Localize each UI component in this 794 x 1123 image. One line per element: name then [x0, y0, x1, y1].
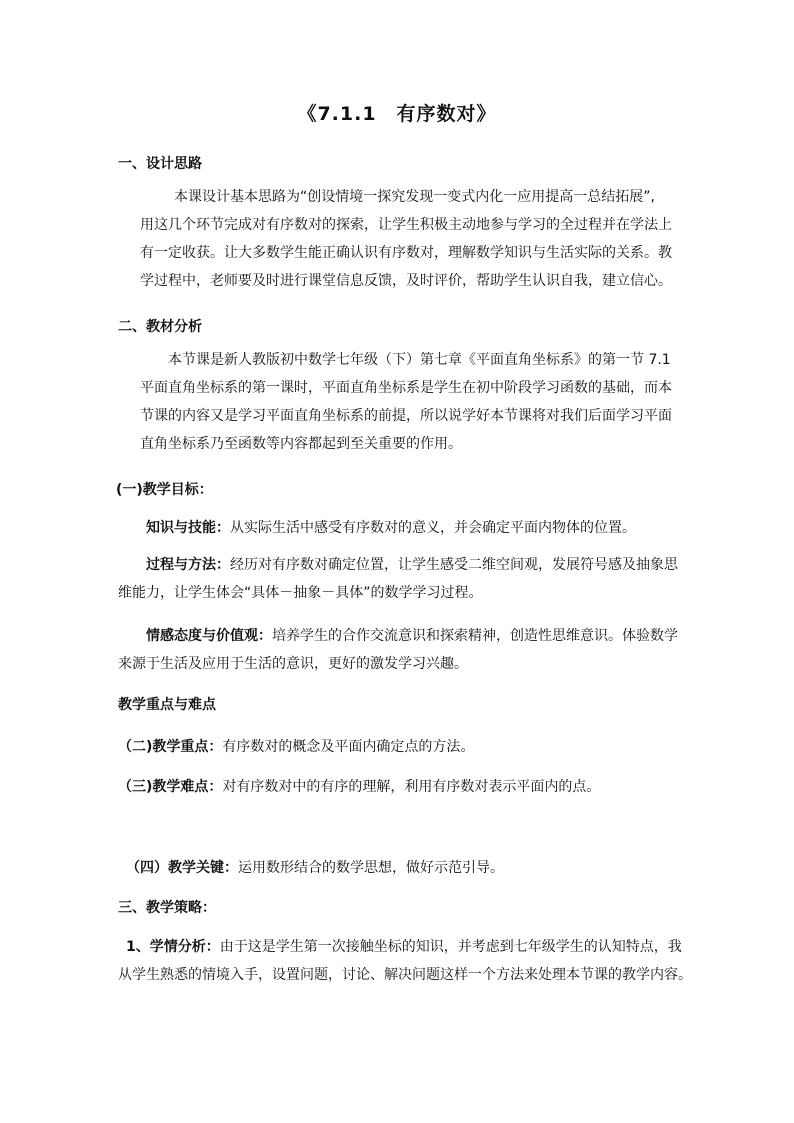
paragraph-line: 用这几个环节完成对有序数对的探索，让学生积极主动地参与学习的全过程并在学法上	[140, 217, 672, 233]
strategy-text: 由于这是学生第一次接触坐标的知识，并考虑到七年级学生的认知特点，我	[219, 939, 682, 955]
teaching-key	[126, 857, 504, 877]
goals-heading: (一)教学目标：	[116, 482, 213, 498]
goal-process	[118, 551, 678, 607]
design-paragraph	[140, 183, 672, 295]
strategy-item-1	[118, 933, 692, 989]
goal-label: 情感态度与价值观：	[146, 628, 272, 644]
paragraph-line: 平面直角坐标系的第一课时，平面直角坐标系是学生在初中阶段学习函数的基础，而本	[140, 380, 672, 396]
document-title: 《7.1.1 有序数对》	[297, 103, 497, 125]
goal-text: 培养学生的合作交流意识和探索精神，创造性思维意识。体验数学	[272, 628, 678, 644]
goal-text: 从实际生活中感受有序数对的意义，并会确定平面内物体的位置。	[230, 520, 636, 536]
goal-text: 经历对有序数对确定位置，让学生感受二维空间观，发展符号感及抽象思	[230, 557, 678, 573]
key-label: （四）教学关键：	[126, 860, 238, 876]
goal-emotion	[118, 622, 678, 678]
paragraph-line: 直角坐标系乃至函数等内容都起到至关重要的作用。	[140, 436, 462, 452]
goal-knowledge	[146, 517, 636, 537]
keypoints-heading: 教学重点与难点	[118, 697, 216, 713]
difficulty-label: （三)教学难点：	[118, 779, 223, 795]
strategy-label: 1、学情分析：	[126, 939, 220, 955]
difficulty-text: 对有序数对中的有序的理解，利用有序数对表示平面内的点。	[222, 779, 601, 795]
paragraph-line: 学过程中，老师要及时进行课堂信息反馈，及时评价，帮助学生认识自我，建立信心。	[140, 273, 672, 289]
material-paragraph	[140, 346, 672, 458]
goal-text-continued: 来源于生活及应用于生活的意识，更好的激发学习兴趣。	[118, 656, 468, 672]
paragraph-line: 节课的内容又是学习平面直角坐标系的前提，所以说学好本节课将对我们后面学习平面	[140, 408, 672, 424]
goal-label: 过程与方法：	[146, 557, 230, 573]
key-text: 运用数形结合的数学思想，做好示范引导。	[238, 860, 504, 876]
section-heading-material: 二、教材分析	[118, 319, 202, 335]
paragraph-line: 本节课是新人教版初中数学七年级（下）第七章《平面直角坐标系》的第一节 7.1	[168, 352, 671, 368]
focus-label: （二)教学重点：	[118, 739, 223, 755]
focus-text: 有序数对的概念及平面内确定点的方法。	[222, 739, 475, 755]
goal-text-continued: 维能力，让学生体会“具体－抽象－具体”的数学学习过程。	[118, 585, 483, 601]
section-heading-strategy: 三、教学策略：	[118, 900, 216, 916]
teaching-focus	[118, 736, 474, 756]
goal-label: 知识与技能：	[146, 520, 230, 536]
paragraph-line: 有一定收获。让大多数学生能正确认识有序数对，理解数学知识与生活实际的关系。教	[140, 245, 672, 261]
section-heading-design: 一、设计思路	[118, 156, 202, 172]
strategy-text-continued: 从学生熟悉的情境入手，设置问题，讨论、解决问题这样一个方法来处理本节课的教学内容。	[118, 967, 692, 983]
teaching-difficulty	[118, 776, 600, 796]
paragraph-line: 本课设计基本思路为“创设情境一探究发现一变式内化一应用提高一总结拓展”,	[174, 189, 655, 205]
